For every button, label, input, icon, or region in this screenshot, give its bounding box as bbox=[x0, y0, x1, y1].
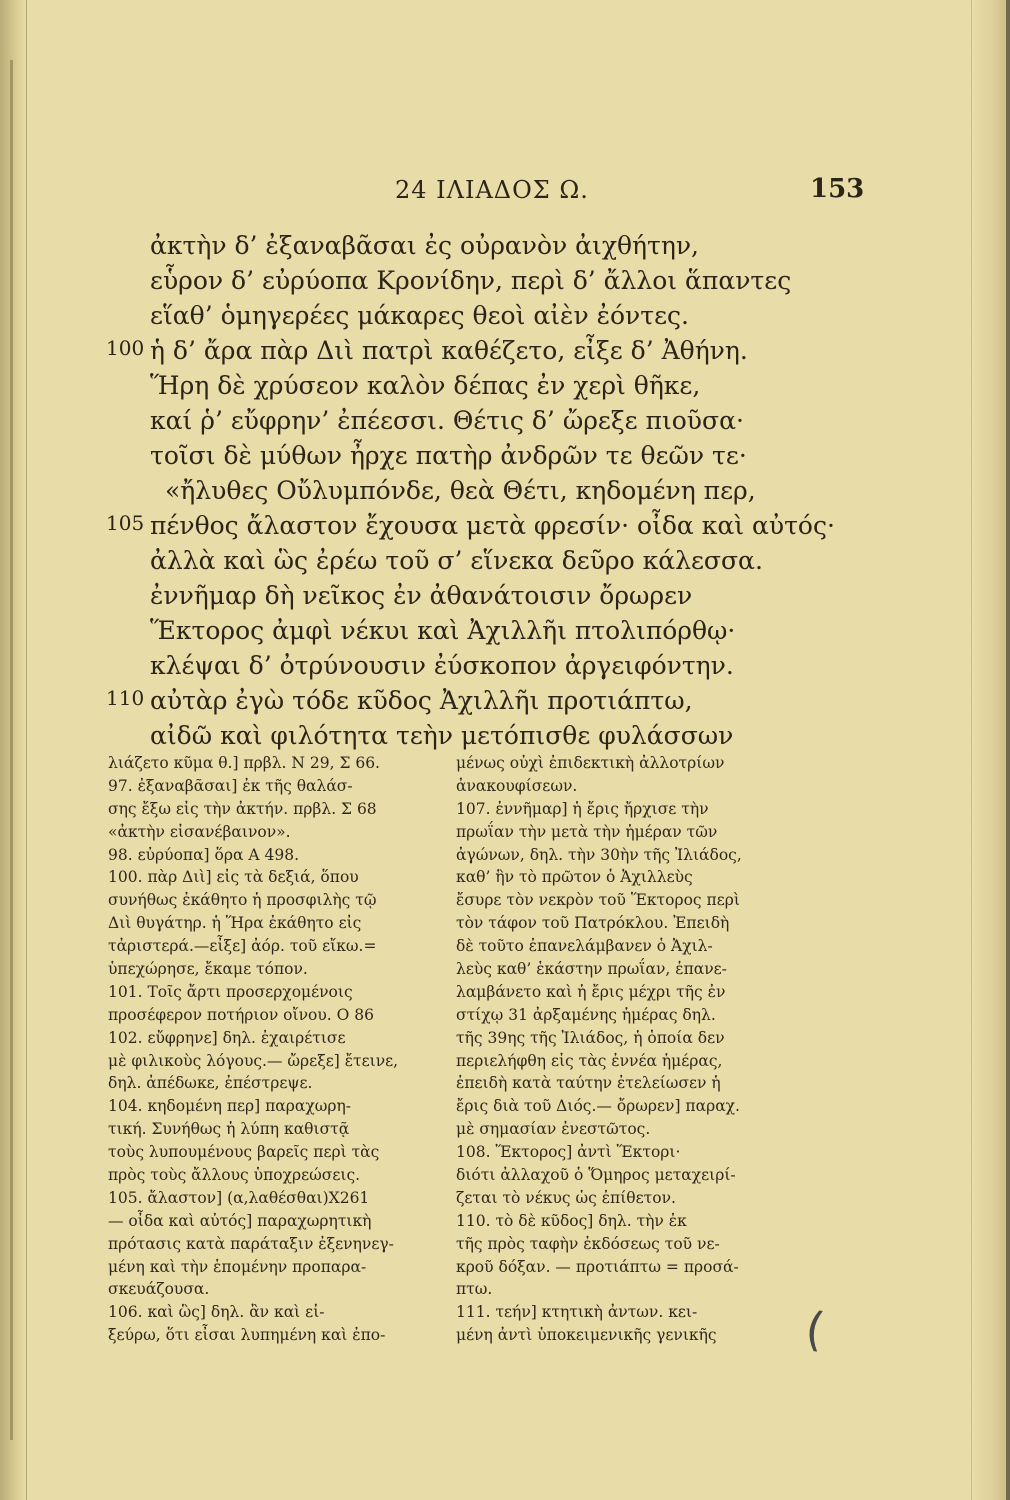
running-title: 24 ΙΛΙΑΔΟΣ Ω. bbox=[395, 176, 589, 204]
verse-number: 105 bbox=[106, 511, 145, 535]
commentary-line: ἔσυρε τὸν νεκρὸν τοῦ Ἕκτορος περὶ bbox=[456, 891, 740, 910]
commentary-line: τοὺς λυπουμένους βαρεῖς περὶ τὰς bbox=[108, 1143, 380, 1162]
commentary-line: μένη ἀντὶ ὑποκειμενικῆς γενικῆς bbox=[456, 1326, 717, 1345]
commentary-line: τῆς πρὸς ταφὴν ἐκδόσεως τοῦ νε- bbox=[456, 1234, 720, 1253]
commentary-line: δὲ τοῦτο ἐπανελάμβανεν ὁ Ἀχιλ- bbox=[456, 937, 713, 956]
verse-text: κλέψαι δ’ ὀτρύνουσιν ἐύσκοπον ἀργειφόντην. bbox=[150, 651, 734, 680]
commentary-line: συνήθως ἐκάθητο ἡ προσφιλὴς τῷ bbox=[108, 891, 377, 910]
verse-line bbox=[0, 578, 1006, 613]
commentary-line: σης ἔξω εἰς τὴν ἀκτήν. πρβλ. Σ 68 bbox=[108, 799, 377, 818]
commentary-line: σκευάζουσα. bbox=[108, 1280, 210, 1299]
verse-line bbox=[0, 613, 1006, 648]
commentary-line: 102. εὔφρηνε] δηλ. ἐχαιρέτισε bbox=[108, 1028, 346, 1047]
verse-block bbox=[0, 228, 1006, 753]
verse-line bbox=[0, 368, 1006, 403]
commentary-line: μὲ σημασίαν ἐνεστῶτος. bbox=[456, 1120, 651, 1139]
commentary-line: καθ’ ἣν τὸ πρῶτον ὁ Ἀχιλλεὺς bbox=[456, 868, 693, 887]
verse-line bbox=[0, 228, 1006, 263]
commentary-line: λιάζετο κῦμα θ.] πρβλ. Ν 29, Σ 66. bbox=[108, 754, 380, 772]
commentary-line: περιελήφθη εἰς τὰς ἐννέα ἡμέρας, bbox=[456, 1051, 723, 1070]
commentary-line: ἔρις διὰ τοῦ Διός.— ὄρωρεν] παραχ. bbox=[456, 1097, 740, 1116]
commentary-line: δηλ. ἀπέδωκε, ἐπέστρεψε. bbox=[108, 1074, 313, 1093]
verse-text: αὐτὰρ ἐγὼ τόδε κῦδος Ἀχιλλῆι προτιάπτω, bbox=[150, 686, 693, 715]
commentary-line: τἀριστερά.—εἶξε] ἀόρ. τοῦ εἴκω.= bbox=[108, 937, 377, 956]
commentary-line: κροῦ δόξαν. — προτιάπτω = προσά- bbox=[456, 1257, 739, 1276]
verse-line bbox=[0, 508, 1006, 543]
verse-line bbox=[0, 683, 1006, 718]
verse-line bbox=[0, 298, 1006, 333]
commentary bbox=[0, 752, 1006, 1452]
commentary-line: τῆς 39ης τῆς Ἰλιάδος, ἡ ὁποία δεν bbox=[456, 1028, 725, 1047]
verse-line bbox=[0, 473, 1006, 508]
verse-text: καί ῥ’ εὔφρην’ ἐπέεσσι. Θέτις δ’ ὤρεξε πιοῦσα· bbox=[150, 406, 744, 435]
commentary-line: ὑπεχώρησε, ἔκαμε τόπον. bbox=[108, 960, 308, 979]
page-number: 153 bbox=[810, 174, 865, 204]
commentary-right-column bbox=[456, 752, 788, 1347]
commentary-line: πρωΐαν τὴν μετὰ τὴν ἡμέραν τῶν bbox=[456, 822, 718, 841]
commentary-line: 101. Τοῖς ἄρτι προσερχομένοις bbox=[108, 982, 353, 1001]
commentary-line: ἐπειδὴ κατὰ ταύτην ἐτελείωσεν ἡ bbox=[456, 1074, 721, 1093]
commentary-line: «ἀκτὴν εἰσανέβαινον». bbox=[108, 822, 291, 841]
commentary-line: — οἶδα καὶ αὐτός] παραχωρητικὴ bbox=[108, 1211, 372, 1230]
verse-line bbox=[0, 438, 1006, 473]
commentary-line: 107. ἐννῆμαρ] ἡ ἔρις ἤρχισε τὴν bbox=[456, 799, 709, 818]
commentary-line: Διὶ θυγάτηρ. ἡ Ἥρα ἐκάθητο εἰς bbox=[108, 914, 362, 933]
verse-text: ἀκτὴν δ’ ἐξαναβᾶσαι ἐς οὐρανὸν ἀιχθήτην, bbox=[150, 231, 699, 260]
commentary-line: 100. πὰρ Διὶ] εἰς τὰ δεξιά, ὅπου bbox=[108, 868, 359, 887]
commentary-line: ζεται τὸ νέκυς ὡς ἐπίθετον. bbox=[456, 1188, 676, 1207]
verse-text: ἡ δ’ ἄρα πὰρ Διὶ πατρὶ καθέζετο, εἶξε δ’ Ἀθήνη. bbox=[150, 336, 748, 365]
commentary-line: 110. τὸ δὲ κῦδος] δηλ. τὴν ἐκ bbox=[456, 1211, 687, 1230]
verse-text: ἐννῆμαρ δὴ νεῖκος ἐν ἀθανάτοισιν ὄρωρεν bbox=[150, 581, 693, 610]
commentary-line: τὸν τάφον τοῦ Πατρόκλου. Ἐπειδὴ bbox=[456, 914, 730, 933]
commentary-line: στίχῳ 31 ἀρξαμένης ἡμέρας δηλ. bbox=[456, 1005, 716, 1024]
verse-line bbox=[0, 403, 1006, 438]
verse-number: 100 bbox=[106, 336, 145, 360]
commentary-line: 111. τεήν] κτητικὴ ἀντων. κει- bbox=[456, 1303, 698, 1322]
verse-text: εὗρον δ’ εὐρύοπα Κρονίδην, περὶ δ’ ἄλλοι ἅπαντες bbox=[150, 266, 792, 295]
verse-text: Ἥρη δὲ χρύσεον καλὸν δέπας ἐν χερὶ θῆκε, bbox=[150, 371, 701, 400]
page-header bbox=[0, 172, 1006, 212]
verse-text: «ἤλυθες Οὔλυμπόνδε, θεὰ Θέτι, κηδομένη περ, bbox=[165, 476, 756, 505]
commentary-line: λαμβάνετο καὶ ἡ ἔρις μέχρι τῆς ἐν bbox=[456, 982, 726, 1001]
verse-line bbox=[0, 718, 1006, 753]
commentary-line: πρὸς τοὺς ἄλλους ὑποχρεώσεις. bbox=[108, 1166, 361, 1185]
verse-line bbox=[0, 263, 1006, 298]
commentary-line: 97. ἐξαναβᾶσαι] ἐκ τῆς θαλάσ- bbox=[108, 776, 353, 795]
commentary-line: διότι ἀλλαχοῦ ὁ Ὅμηρος μεταχειρί- bbox=[456, 1166, 736, 1185]
commentary-line: ἀνακουφίσεων. bbox=[456, 776, 578, 795]
commentary-line: πτω. bbox=[456, 1280, 493, 1299]
commentary-line: μένη καὶ τὴν ἑπομένην προπαρα- bbox=[108, 1257, 367, 1276]
commentary-line: ἀγώνων, δηλ. τὴν 30ὴν τῆς Ἰλιάδος, bbox=[456, 845, 742, 864]
verse-text: ἀλλὰ καὶ ὣς ἐρέω τοῦ σ’ εἵνεκα δεῦρο κάλεσσα. bbox=[150, 546, 763, 575]
commentary-line: 108. Ἕκτορος] ἀντὶ Ἕκτορι· bbox=[456, 1143, 681, 1162]
verse-text: τοῖσι δὲ μύθων ἦρχε πατὴρ ἀνδρῶν τε θεῶν τε· bbox=[150, 441, 747, 470]
commentary-line: 106. καὶ ὣς] δηλ. ἂν καὶ εἰ- bbox=[108, 1303, 325, 1322]
commentary-line: 105. ἄλαστον] (α,λαθέσθαι)Χ261 bbox=[108, 1188, 370, 1207]
verse-text: εἵαθ’ ὁμηγερέες μάκαρες θεοὶ αἰὲν ἐόντες. bbox=[150, 301, 689, 330]
pencil-mark: ( bbox=[802, 1301, 828, 1357]
verse-text: αἰδῶ καὶ φιλότητα τεὴν μετόπισθε φυλάσσων bbox=[150, 721, 734, 750]
verse-text: Ἕκτορος ἀμφὶ νέκυι καὶ Ἀχιλλῆι πτολιπόρθῳ· bbox=[150, 616, 736, 645]
commentary-line: μένως οὐχὶ ἐπιδεκτικὴ ἀλλοτρίων bbox=[456, 754, 725, 772]
commentary-line: πρότασις κατὰ παράταξιν ἐξενηνεγ- bbox=[108, 1234, 394, 1253]
commentary-left-column bbox=[108, 752, 438, 1347]
verse-line bbox=[0, 543, 1006, 578]
commentary-line: 104. κηδομένη περ] παραχωρη- bbox=[108, 1097, 352, 1116]
commentary-line: ξεύρω, ὅτι εἶσαι λυπημένη καὶ ἐπο- bbox=[108, 1326, 386, 1345]
commentary-line: προσέφερον ποτήριον οἴνου. Ο 86 bbox=[108, 1005, 374, 1024]
verse-text: πένθος ἄλαστον ἔχουσα μετὰ φρεσίν· οἶδα καὶ αὐτός· bbox=[150, 511, 835, 540]
commentary-line: 98. εὐρύοπα] ὅρα Α 498. bbox=[108, 845, 299, 864]
commentary-line: μὲ φιλικοὺς λόγους.— ὤρεξε] ἔτεινε, bbox=[108, 1051, 399, 1070]
verse-line bbox=[0, 333, 1006, 368]
commentary-line: τική. Συνήθως ἡ λύπη καθιστᾷ bbox=[108, 1120, 350, 1139]
verse-line bbox=[0, 648, 1006, 683]
commentary-line: λεὺς καθ’ ἑκάστην πρωΐαν, ἐπανε- bbox=[456, 960, 727, 979]
verse-number: 110 bbox=[106, 686, 145, 710]
